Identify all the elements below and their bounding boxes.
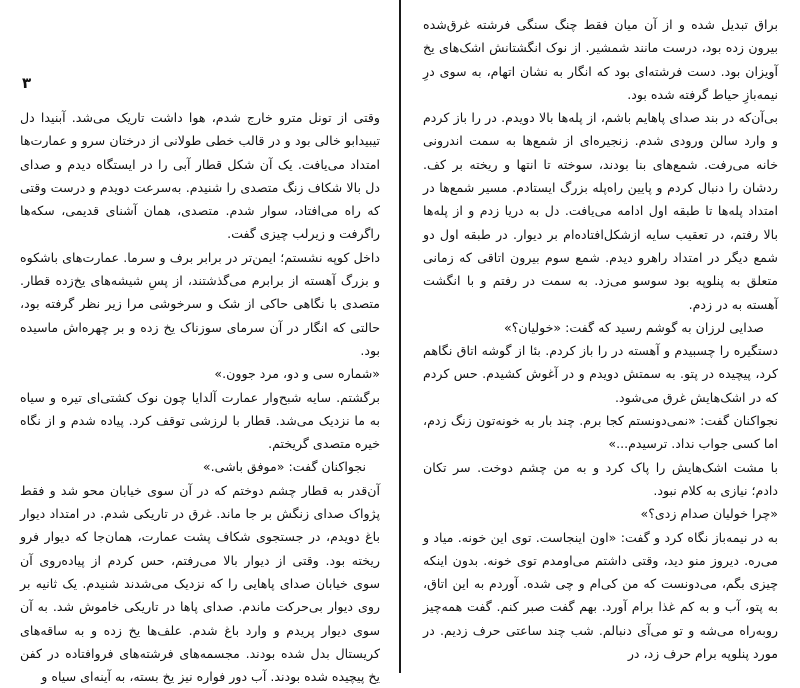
paragraph: «شماره سی و دو، مرد جوون.» (214, 366, 380, 382)
left-page (0, 0, 400, 685)
paragraph: وقتی از تونل مترو خارج شدم، هوا داشت تاریک می‌شد. آبنیدا دل تیبیدابو خالی بود و در قالب خطی طولانی از درختان سرو و عمارت‌ها امتداد می‌یافت. یک آن شکل قطار آبی را در ایستگاه دیدم و صدای دل بالا شکاف زنگ متصدی را شنیدم. به‌سرعت دویدم و درست وقتی که راه می‌افتاد، سوار شدم. متصدی، همان آشنای قدیمی، سکه‌ها راگرفت و زیرلب چیزی گفت. (20, 110, 380, 242)
paragraph: داخل کوپه نشستم؛ ایمن‌تر در برابر برف و سرما. عمارت‌های باشکوه و بزرگ آهسته از برابرم می‌گذشتند، از پسِ شیشه‌های یخ‌زده قطار. متصدی با نگاهی حاکی از شک و سرخوشی مرا زیر نظر گرفته بود، حالتی که انگار در آن سرمای سوزناک یخ زده و بر چهره‌اش ماسیده بود. (20, 249, 380, 358)
paragraph: بی‌آن‌که در بند صدای پاهایم باشم، از پله‌ها بالا دویدم. در را باز کردم و وارد سالن ورودی شدم. زنجیره‌ای از شمع‌ها به سمت اندرونی خانه می‌رفت. شمع‌های بنا بودند، سوخته تا انتها و ریخته بر کف. ردشان را دنبال کردم و پایین راه‌پله بزرگ ایستادم. مسیر شمع‌ها در امتداد پله‌ها تا طبقه اول ادامه می‌یافت. دل به دریا زدم و از پله‌ها بالا رفتم، در تعقیب سایه ازشکل‌افتاده‌ام بر دیوار. در طبقه اول دو شمع دیگر در امتداد راهرو دیدم. شمع سوم بیرون اتاقی که زمانی متعلق به پنلوپه بود سوسو می‌زد. به سمت در رفتم و با انگشت آهسته به در زدم. (423, 110, 778, 312)
paragraph: با مشت اشک‌هایش را پاک کرد و به من چشم دوخت. سر تکان دادم؛ نیازی به کلام نبود. (423, 459, 778, 498)
paragraph: دستگیره را چسبیدم و آهسته در را باز کردم. بئا از گوشه اتاق نگاهم کرد، پیچیده در پتو. به سمتش دویدم و در آغوش کشیدم. حس کردم که در اشک‌هایش غرق می‌شود. (423, 343, 778, 405)
paragraph: «چرا خولیان صدام زدی؟» (640, 506, 778, 522)
paragraph: نجواکنان گفت: «موفق باشی.» (202, 459, 366, 475)
paragraph: براق تبدیل شده و از آن میان فقط چنگ سنگی فرشته غرق‌شده بیرون زده بود، درست مانند شمشیر. از نوک انگشتانش اشک‌های یخ آویزان بود. دست فرشته‌ای بود که انگار به نشان اتهام، به سوی درِ نیمه‌بازِ حیاط گرفته شده بود. (423, 17, 778, 102)
right-page-text (423, 13, 778, 665)
paragraph: برگشتم. سایه شبح‌وار عمارت آلدایا چون نوک کشتی‌ای تیره و سیاه به ما نزدیک می‌شد. قطار با لرزشی توقف کرد. پیاده شدم و از نگاه خیره متصدی گریختم. (20, 389, 380, 452)
paragraph: آن‌قدر به قطار چشم دوختم که در آن سوی خیابان محو شد و فقط پژواک صدای زنگش بر جا ماند. غرق در تاریکی شدم. در امتداد دیوار باغ دویدم، در جستجوی شکاف پشت عمارت، همان‌جا که دیوار فرو ریخته بود. وقتی از دیوار بالا می‌رفتم، حس کردم از پیاده‌روی آن سوی خیابان صدای پاهایی را که نزدیک می‌شدند شنیدم. یک ثانیه بر روی دیوار بی‌حرکت ماندم. صدای پاها در تاریکی خاموش شد. به آن سوی دیوار پریدم و وارد باغ شدم. علف‌ها یخ زده و به ساقه‌های کریستال بدل شده بودند. مجسمه‌های فرشته‌های فروافتاده در کفن یخ پیچیده شده بودند. آب دور فواره نیز یخ بسته، به آینه‌ای سیاه و (20, 482, 380, 685)
right-page (401, 0, 800, 673)
paragraph: به در نیمه‌باز نگاه کرد و گفت: «اون اینجاست. توی این خونه. میاد و می‌ره. دیروز منو دید، وقتی داشتم می‌اومدم توی خونه. بدون اینکه چیزی بگم، می‌دونست که من کی‌ام و چی شده. آوردم به این اتاق، به پتو، آب و به کم غذا برام آورد. بهم گفت صبر کنم. گفت همه‌چیز روبه‌راه می‌شه و تو می‌آی دنبالم. شب چند ساعتی حرف زدیم. در مورد پنلوپه برام حرف زد، در (423, 529, 778, 662)
paragraph: صدایی لرزان به گوشم رسید که گفت: «خولیان؟» (503, 319, 764, 335)
paragraph: نجواکنان گفت: «نمی‌دونستم کجا برم. چند بار به خونه‌تون زنگ زدم، اما کسی جواب نداد. ترسیدم...» (423, 413, 778, 452)
page-number: ۳ (22, 74, 32, 92)
left-page-text (20, 106, 380, 688)
